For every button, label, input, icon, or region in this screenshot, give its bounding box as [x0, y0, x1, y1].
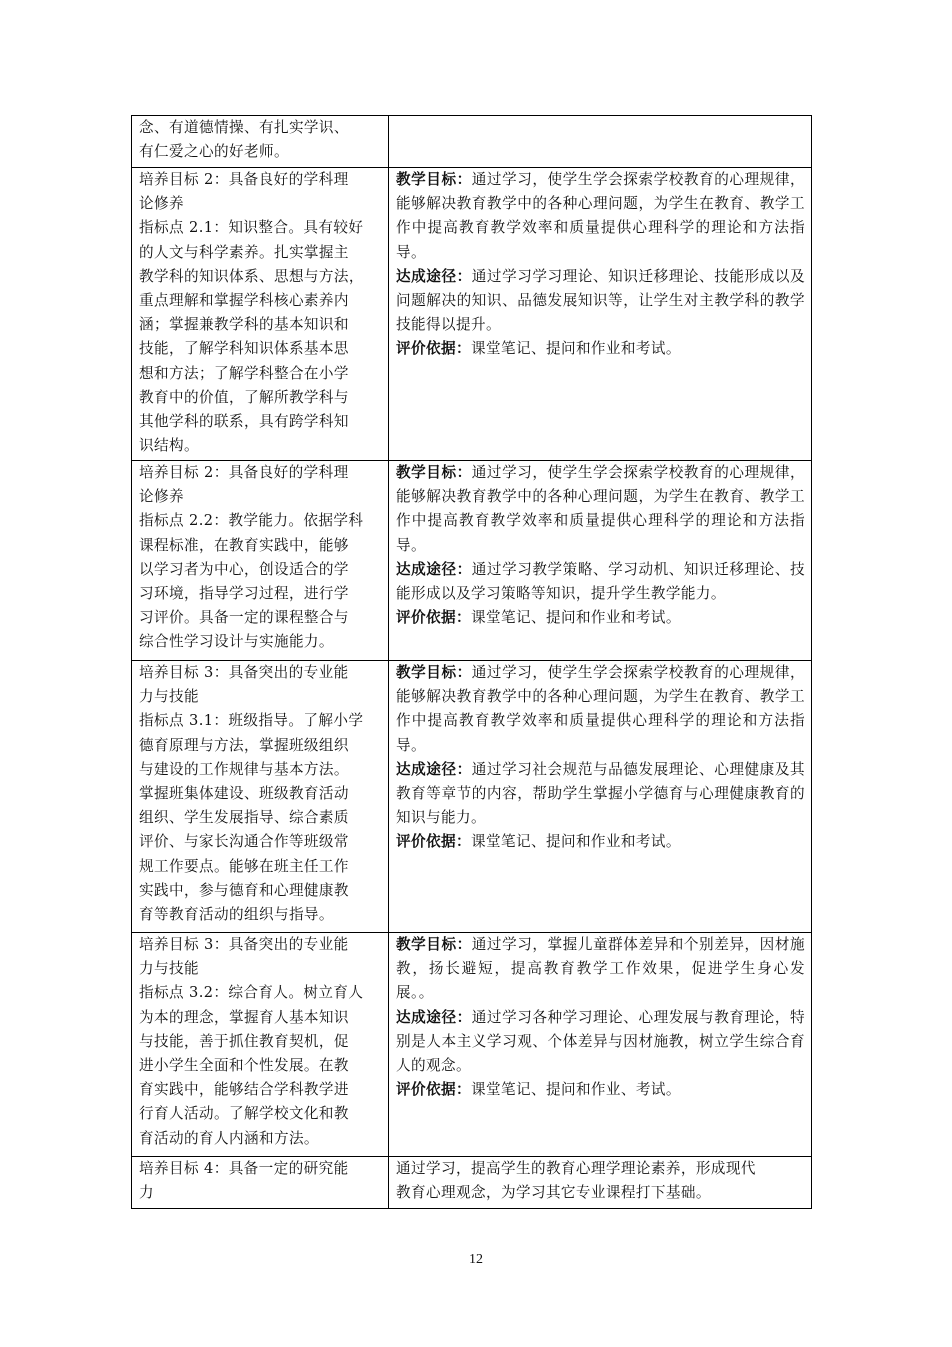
- cell-line: 实践中，参与德育和心理健康教: [139, 881, 349, 899]
- cell-line: 规工作要点。能够在班主任工作: [139, 857, 349, 875]
- evaluation-basis-text: 课堂笔记、提问和作业和考试。: [470, 833, 681, 851]
- achievement-path: [396, 758, 805, 831]
- table-row: [132, 661, 812, 933]
- achievement-path-text: 通过学习教学策略、学习动机、知识迁移理论、技能形成以及学习策略等知识，提升学生教学能力。: [396, 560, 805, 603]
- cell-line: 培养目标 2：具备良好的学科理: [139, 171, 349, 188]
- cell-line: 为本的理念，掌握育人基本知识: [139, 1008, 349, 1026]
- table-row: [132, 933, 812, 1157]
- cell-line: 德育原理与方法，掌握班级组织: [139, 736, 349, 754]
- achievement-path: [396, 1006, 805, 1079]
- cell-line: 与技能，善于抓住教育契机，促: [139, 1032, 349, 1050]
- objective-cell: [132, 661, 389, 933]
- cell-line: 习环境，指导学习过程，进行学: [139, 585, 349, 603]
- table-row: [132, 461, 812, 661]
- cell-line: 培养目标 2：具备良好的学科理: [139, 464, 349, 481]
- evaluation-basis-label: 评价依据：: [396, 340, 471, 358]
- achievement-path: [396, 265, 805, 338]
- teaching-goal: [396, 933, 805, 1006]
- cell-line: 指标点 3.2：综合育人。树立育人: [139, 984, 364, 1002]
- teaching-cell: [389, 661, 812, 933]
- teaching-goal-text: 通过学习，掌握儿童群体差异和个别差异，因材施教，扬长避短，提高教育教学工作效果，促进学生身心发展。。: [396, 936, 805, 1002]
- cell-line: 掌握班集体建设、班级教育活动: [139, 785, 349, 803]
- cell-line: 与建设的工作规律与基本方法。: [139, 760, 349, 778]
- objective-cell: [132, 461, 389, 661]
- achievement-path-label: 达成途径：: [396, 760, 472, 778]
- evaluation-basis: [396, 606, 805, 630]
- cell-line: 课程标准，在教育实践中，能够: [139, 536, 349, 554]
- teaching-goal-text: 通过学习，使学生学会探索学校教育的心理规律，能够解决教育教学中的各种心理问题，为学生在教育、教学工作中提高教育教学效率和质量提供心理科学的理论和方法指导。: [396, 464, 805, 554]
- teaching-goal-label: 教学目标：: [396, 936, 472, 953]
- teaching-cell: [389, 933, 812, 1157]
- cell-line: 培养目标 3：具备突出的专业能: [139, 664, 349, 681]
- cell-line: 指标点 2.1：知识整合。具有较好: [139, 219, 364, 237]
- evaluation-basis-text: 课堂笔记、提问和作业和考试。: [470, 609, 681, 627]
- evaluation-basis: [396, 1078, 805, 1102]
- evaluation-basis-text: 课堂笔记、提问和作业、考试。: [470, 1081, 681, 1099]
- cell-line: 力与技能: [139, 960, 199, 978]
- cell-line: 培养目标 3：具备突出的专业能: [139, 936, 349, 953]
- cell-line: 习评价。具备一定的课程整合与: [139, 609, 349, 627]
- achievement-path-label: 达成途径：: [396, 1008, 472, 1026]
- cell-line: 育活动的育人内涵和方法。: [139, 1129, 319, 1147]
- cell-line: 综合性学习设计与实施能力。: [139, 633, 334, 651]
- teaching-goal-label: 教学目标：: [396, 664, 472, 681]
- cell-line: 论修养: [139, 488, 184, 506]
- cell-line: 力: [139, 1184, 154, 1202]
- cell-line: 想和方法；了解学科整合在小学: [139, 364, 349, 382]
- evaluation-basis-text: 课堂笔记、提问和作业和考试。: [470, 340, 681, 358]
- evaluation-basis-label: 评价依据：: [396, 1081, 471, 1099]
- cell-line: 教育心理观念，为学习其它专业课程打下基础。: [396, 1184, 711, 1202]
- cell-line: 力与技能: [139, 688, 199, 706]
- cell-line: 组织、学生发展指导、综合素质: [139, 809, 349, 827]
- cell-line: 指标点 3.1：班级指导。了解小学: [139, 712, 364, 730]
- page-number: 12: [469, 1252, 483, 1267]
- cell-line: 技能，了解学科知识体系基本思: [139, 340, 349, 358]
- cell-line: 进小学生全面和个性发展。在教: [139, 1057, 349, 1075]
- evaluation-basis: [396, 830, 805, 854]
- cell-line: 行育人活动。了解学校文化和教: [139, 1105, 349, 1123]
- objective-cell: [132, 116, 389, 168]
- objective-cell: [132, 168, 389, 461]
- cell-line: 育等教育活动的组织与指导。: [139, 906, 334, 924]
- evaluation-basis-label: 评价依据：: [396, 833, 471, 851]
- teaching-goal-label: 教学目标：: [396, 171, 472, 188]
- cell-line: 教育中的价值，了解所教学科与: [139, 388, 349, 406]
- achievement-path: [396, 558, 805, 606]
- cell-line: 以学习者为中心，创设适合的学: [139, 560, 349, 578]
- teaching-cell: [389, 1157, 812, 1209]
- cell-line: 论修养: [139, 195, 184, 213]
- table-row: [132, 116, 812, 168]
- syllabus-table: [131, 115, 812, 1209]
- cell-line: 识结构。: [139, 437, 199, 455]
- teaching-goal-label: 教学目标：: [396, 464, 472, 481]
- cell-line: 的人文与科学素养。扎实掌握主: [139, 243, 349, 261]
- teaching-cell: [389, 461, 812, 661]
- achievement-path-text: 通过学习学习理论、知识迁移理论、技能形成以及问题解决的知识、品德发展知识等，让学生对主教学科的教学技能得以提升。: [396, 267, 805, 334]
- teaching-cell: [389, 116, 812, 168]
- cell-line: 其他学科的联系，具有跨学科知: [139, 413, 349, 431]
- evaluation-basis-label: 评价依据：: [396, 609, 471, 627]
- objective-cell: [132, 1157, 389, 1209]
- cell-line: 培养目标 4：具备一定的研究能: [139, 1160, 349, 1177]
- cell-line: 念、有道德情操、有扎实学识、: [139, 119, 349, 136]
- teaching-goal: [396, 461, 805, 558]
- cell-line: 教学科的知识体系、思想与方法，: [139, 267, 364, 285]
- teaching-goal: [396, 168, 805, 265]
- teaching-goal-text: 通过学习，使学生学会探索学校教育的心理规律，能够解决教育教学中的各种心理问题，为学生在教育、教学工作中提高教育教学效率和质量提供心理科学的理论和方法指导。: [396, 171, 805, 261]
- cell-line: 指标点 2.2：教学能力。依据学科: [139, 512, 364, 530]
- achievement-path-text: 通过学习社会规范与品德发展理论、心理健康及其教育等章节的内容，帮助学生掌握小学德育与心理健康教育的知识与能力。: [396, 760, 805, 827]
- cell-line: 通过学习，提高学生的教育心理学理论素养，形成现代: [396, 1160, 756, 1177]
- evaluation-basis: [396, 337, 805, 361]
- table-row: [132, 1157, 812, 1209]
- teaching-cell: [389, 168, 812, 461]
- cell-line: 重点理解和掌握学科核心素养内: [139, 292, 349, 310]
- cell-line: 评价、与家长沟通合作等班级常: [139, 833, 349, 851]
- teaching-goal: [396, 661, 805, 758]
- cell-line: 涵；掌握兼教学科的基本知识和: [139, 316, 349, 334]
- cell-line: 育实践中，能够结合学科教学进: [139, 1081, 349, 1099]
- achievement-path-text: 通过学习各种学习理论、心理发展与教育理论，特别是人本主义学习观、个体差异与因材施教，树立学生综合育人的观念。: [396, 1008, 805, 1075]
- table-row: [132, 168, 812, 461]
- cell-line: 有仁爱之心的好老师。: [139, 143, 289, 161]
- achievement-path-label: 达成途径：: [396, 560, 472, 578]
- achievement-path-label: 达成途径：: [396, 267, 472, 285]
- teaching-goal-text: 通过学习，使学生学会探索学校教育的心理规律，能够解决教育教学中的各种心理问题，为学生在教育、教学工作中提高教育教学效率和质量提供心理科学的理论和方法指导。: [396, 664, 805, 754]
- objective-cell: [132, 933, 389, 1157]
